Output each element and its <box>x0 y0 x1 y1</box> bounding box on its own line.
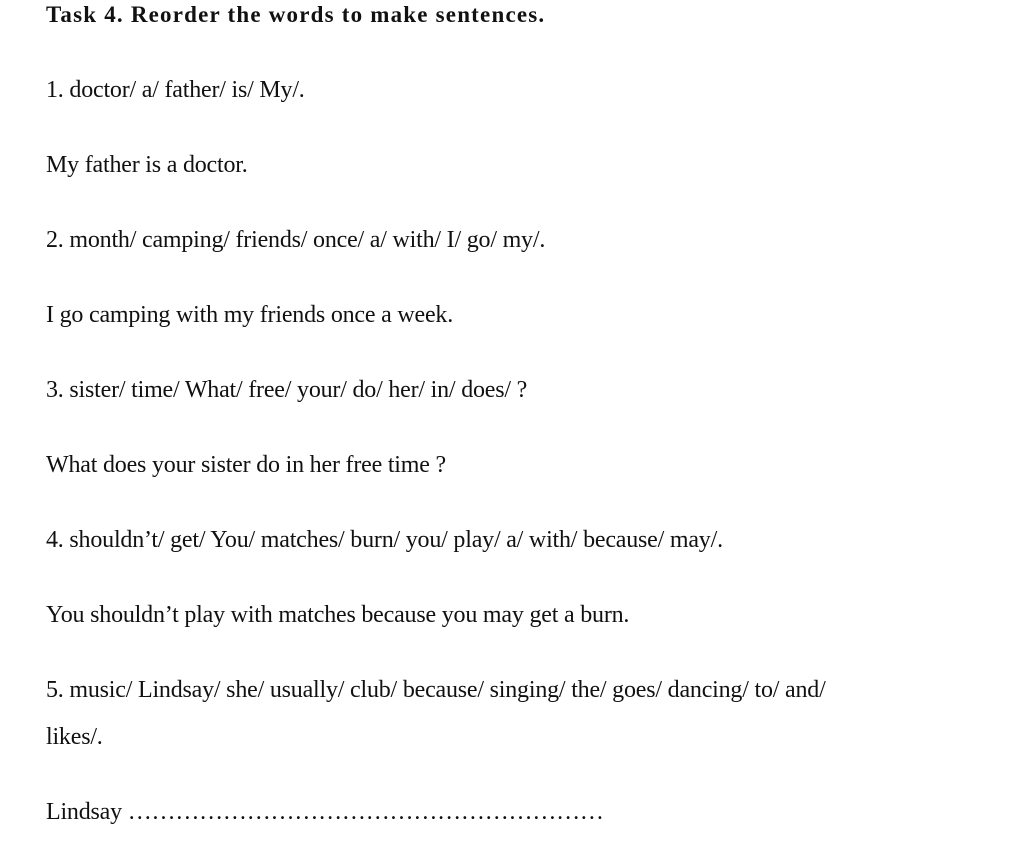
item-2-prompt: 2. month/ camping/ friends/ once/ a/ with/ I/ go/ my/. <box>46 227 546 253</box>
item-3-prompt: 3. sister/ time/ What/ free/ your/ do/ her/ in/ does/ ? <box>46 377 528 403</box>
task-title: Task 4. Reorder the words to make sentences. <box>46 2 546 27</box>
item-2-answer: I go camping with my friends once a week. <box>46 302 454 328</box>
item-5-prompt-line-2: likes/. <box>46 724 103 750</box>
item-5-answer-blank: Lindsay …………………………………………………… <box>46 799 604 825</box>
item-4-prompt: 4. shouldn’t/ get/ You/ matches/ burn/ you/ play/ a/ with/ because/ may/. <box>46 527 723 553</box>
worksheet-page <box>46 0 1006 848</box>
item-1-answer: My father is a doctor. <box>46 152 248 178</box>
item-3-answer: What does your sister do in her free time ? <box>46 452 446 478</box>
item-5-prompt-line-1: 5. music/ Lindsay/ she/ usually/ club/ because/ singing/ the/ goes/ dancing/ to/ and/ <box>46 677 826 703</box>
item-1-prompt: 1. doctor/ a/ father/ is/ My/. <box>46 77 305 103</box>
item-4-answer: You shouldn’t play with matches because you may get a burn. <box>46 602 630 628</box>
